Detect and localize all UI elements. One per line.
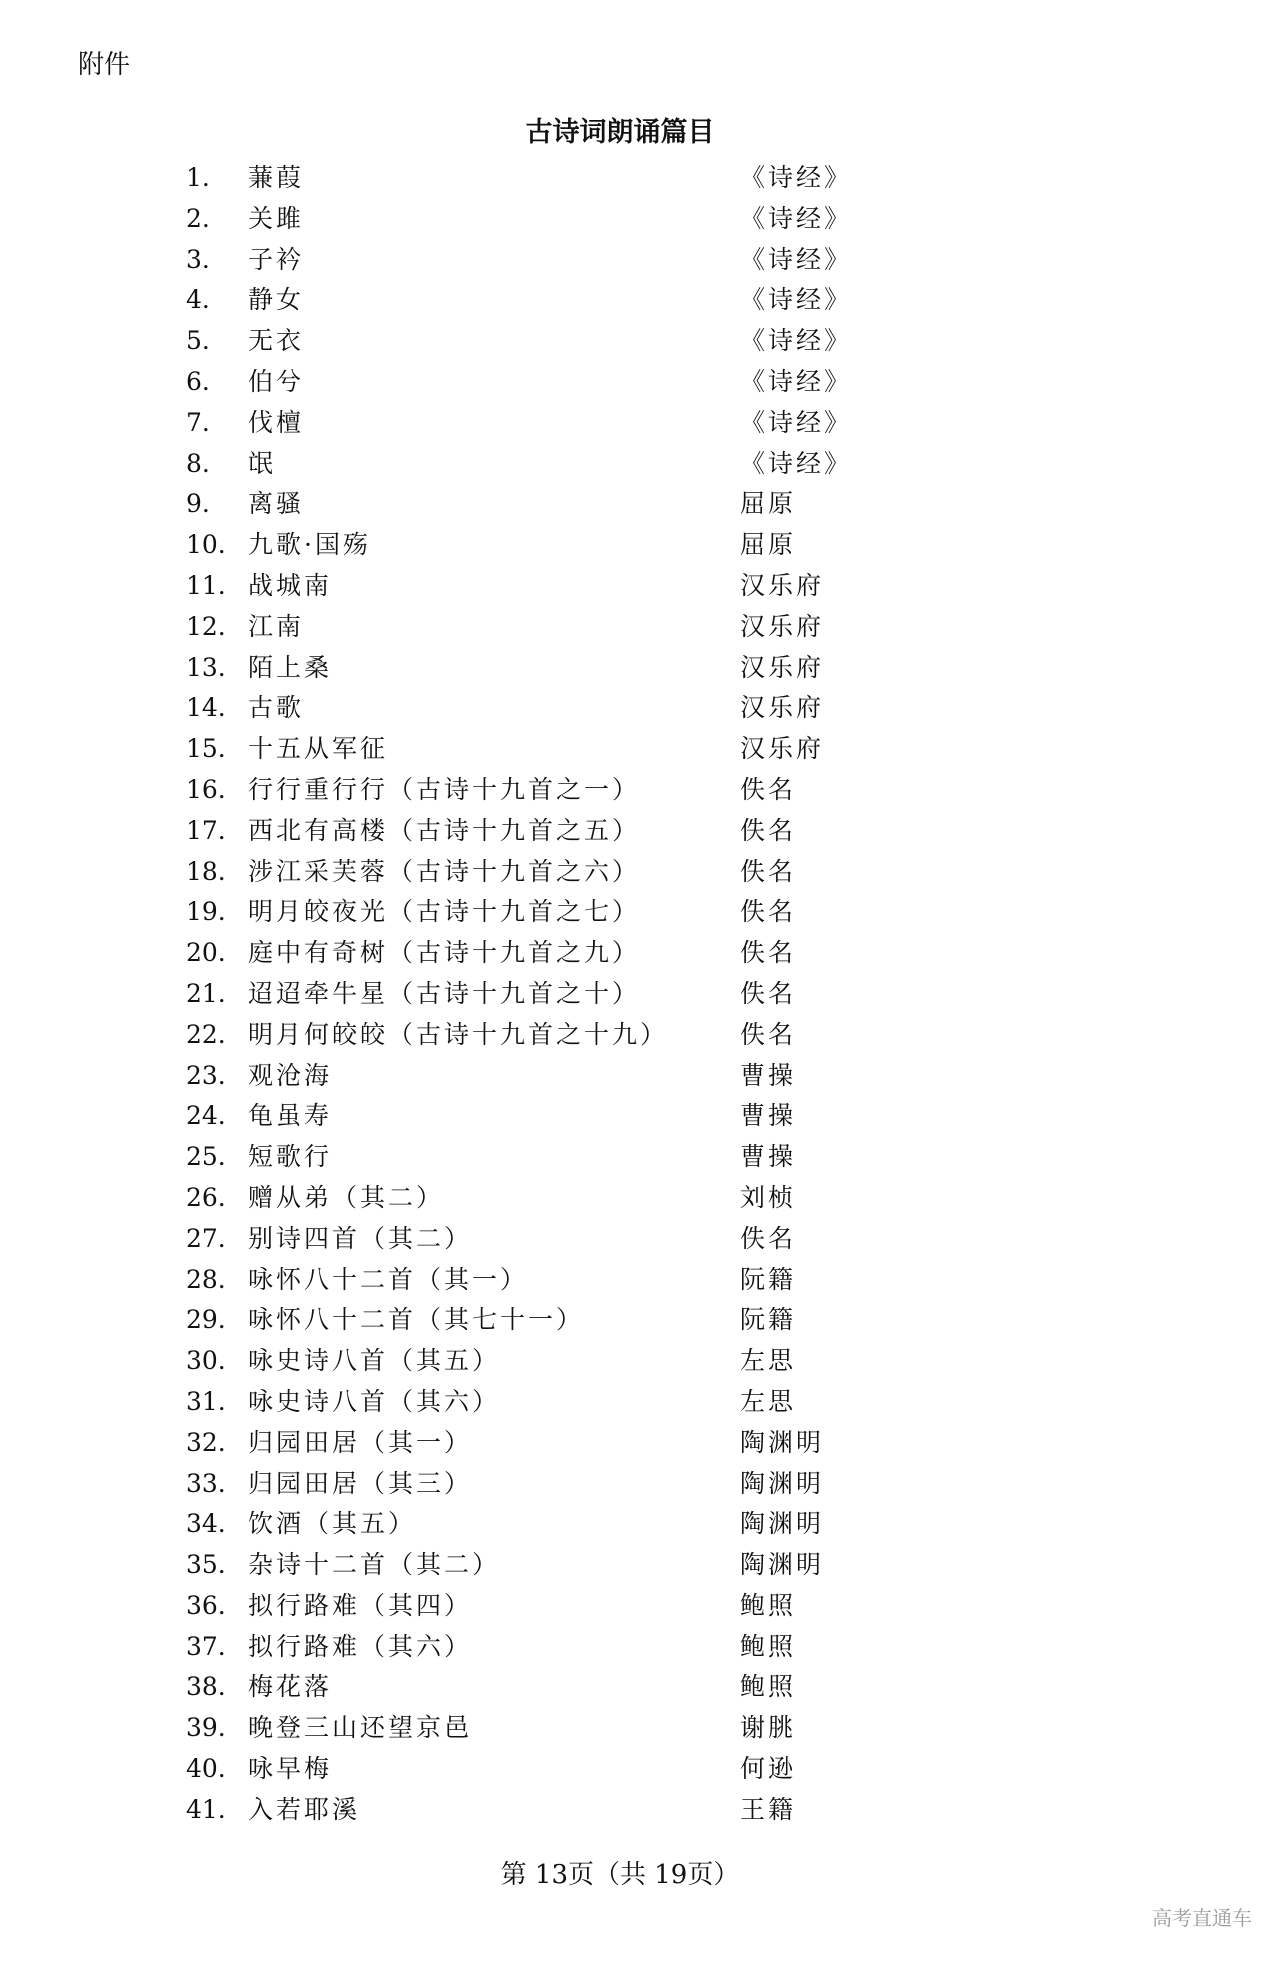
poem-author: 佚名 bbox=[740, 897, 797, 927]
poem-title: 赠从弟（其二） bbox=[248, 1182, 445, 1212]
poem-author: 屈原 bbox=[740, 530, 797, 560]
poem-author: 左思 bbox=[740, 1346, 797, 1376]
poem-title: 古歌 bbox=[248, 693, 305, 723]
poem-title: 咏怀八十二首（其一） bbox=[248, 1264, 529, 1294]
poem-title: 伯兮 bbox=[248, 366, 305, 396]
poem-title: 静女 bbox=[248, 285, 305, 315]
list-item bbox=[186, 1096, 966, 1137]
poem-title: 入若耶溪 bbox=[248, 1794, 361, 1824]
list-item bbox=[186, 1790, 966, 1831]
poem-author: 《诗经》 bbox=[740, 285, 853, 315]
watermark-text: 高考直通车 bbox=[1152, 1906, 1252, 1930]
poem-title: 陌上桑 bbox=[248, 652, 333, 682]
list-item bbox=[186, 444, 966, 485]
poem-title: 梅花落 bbox=[248, 1672, 333, 1702]
poem-title: 战城南 bbox=[248, 570, 333, 600]
list-item bbox=[186, 1178, 966, 1219]
poem-author: 鲍照 bbox=[740, 1631, 797, 1661]
poem-author: 《诗经》 bbox=[740, 366, 853, 396]
poem-author: 陶渊明 bbox=[740, 1550, 825, 1580]
poem-author: 《诗经》 bbox=[740, 448, 853, 478]
list-item bbox=[186, 321, 966, 362]
poem-title: 明月何皎皎（古诗十九首之十九） bbox=[248, 1019, 669, 1049]
poem-title: 咏史诗八首（其六） bbox=[248, 1386, 501, 1416]
list-item bbox=[186, 1504, 966, 1545]
poem-author: 屈原 bbox=[740, 489, 797, 519]
poem-author: 何逊 bbox=[740, 1754, 797, 1784]
item-number: 22. bbox=[186, 1019, 226, 1049]
poem-title: 无衣 bbox=[248, 326, 305, 356]
poem-author: 汉乐府 bbox=[740, 652, 825, 682]
poem-author: 《诗经》 bbox=[740, 203, 853, 233]
list-item bbox=[186, 1300, 966, 1341]
poem-author: 王籍 bbox=[740, 1794, 797, 1824]
poem-author: 佚名 bbox=[740, 774, 797, 804]
list-item bbox=[186, 974, 966, 1015]
poem-title: 归园田居（其一） bbox=[248, 1427, 473, 1457]
poem-title: 晚登三山还望京邑 bbox=[248, 1713, 473, 1743]
item-number: 21. bbox=[186, 978, 226, 1008]
list-item bbox=[186, 199, 966, 240]
poem-title: 咏怀八十二首（其七十一） bbox=[248, 1305, 585, 1335]
item-number: 16. bbox=[186, 774, 226, 804]
list-item bbox=[186, 770, 966, 811]
list-item bbox=[186, 403, 966, 444]
poem-author: 佚名 bbox=[740, 1019, 797, 1049]
poem-author: 阮籍 bbox=[740, 1305, 797, 1335]
poem-title: 杂诗十二首（其二） bbox=[248, 1550, 501, 1580]
poem-author: 《诗经》 bbox=[740, 326, 853, 356]
poem-author: 汉乐府 bbox=[740, 734, 825, 764]
list-item bbox=[186, 1382, 966, 1423]
poem-author: 佚名 bbox=[740, 978, 797, 1008]
poem-title: 子衿 bbox=[248, 244, 305, 274]
item-number: 25. bbox=[186, 1142, 226, 1172]
list-item bbox=[186, 240, 966, 281]
poem-title: 蒹葭 bbox=[248, 163, 305, 192]
item-number: 37. bbox=[186, 1631, 226, 1661]
poem-title: 九歌·国殇 bbox=[248, 530, 371, 560]
item-number: 26. bbox=[186, 1182, 226, 1212]
poem-author: 《诗经》 bbox=[740, 163, 853, 192]
list-item bbox=[186, 1137, 966, 1178]
poem-title: 氓 bbox=[248, 448, 277, 478]
poem-author: 汉乐府 bbox=[740, 611, 825, 641]
list-item bbox=[186, 688, 966, 729]
poem-title: 关雎 bbox=[248, 203, 305, 233]
poem-author: 汉乐府 bbox=[740, 570, 825, 600]
poem-author: 刘桢 bbox=[740, 1182, 797, 1212]
list-item bbox=[186, 729, 966, 770]
list-item bbox=[186, 1586, 966, 1627]
poem-title: 行行重行行（古诗十九首之一） bbox=[248, 774, 641, 804]
attachment-label: 附件 bbox=[78, 50, 131, 80]
list-item bbox=[186, 1341, 966, 1382]
poem-title: 龟虽寿 bbox=[248, 1101, 333, 1131]
list-item bbox=[186, 1627, 966, 1668]
item-number: 1. bbox=[186, 163, 210, 192]
list-item bbox=[186, 892, 966, 933]
item-number: 33. bbox=[186, 1468, 226, 1498]
item-number: 38. bbox=[186, 1672, 226, 1702]
list-item bbox=[186, 158, 966, 199]
poem-author: 谢朓 bbox=[740, 1713, 797, 1743]
poem-title: 西北有高楼（古诗十九首之五） bbox=[248, 815, 641, 845]
list-item bbox=[186, 1219, 966, 1260]
list-item bbox=[186, 1464, 966, 1505]
list-item bbox=[186, 811, 966, 852]
item-number: 7. bbox=[186, 407, 210, 437]
list-item bbox=[186, 484, 966, 525]
list-item bbox=[186, 1015, 966, 1056]
poem-list bbox=[186, 158, 966, 1831]
list-item bbox=[186, 1545, 966, 1586]
item-number: 17. bbox=[186, 815, 226, 845]
item-number: 5. bbox=[186, 326, 210, 356]
poem-title: 短歌行 bbox=[248, 1142, 333, 1172]
poem-author: 阮籍 bbox=[740, 1264, 797, 1294]
poem-author: 《诗经》 bbox=[740, 407, 853, 437]
item-number: 29. bbox=[186, 1305, 226, 1335]
item-number: 2. bbox=[186, 203, 210, 233]
item-number: 12. bbox=[186, 611, 226, 641]
item-number: 10. bbox=[186, 530, 226, 560]
item-number: 14. bbox=[186, 693, 226, 723]
poem-title: 江南 bbox=[248, 611, 305, 641]
document-title: 古诗词朗诵篇目 bbox=[525, 117, 715, 148]
poem-author: 佚名 bbox=[740, 938, 797, 968]
poem-title: 饮酒（其五） bbox=[248, 1509, 417, 1539]
poem-title: 伐檀 bbox=[248, 407, 305, 437]
poem-title: 十五从军征 bbox=[248, 734, 389, 764]
list-item bbox=[186, 607, 966, 648]
item-number: 18. bbox=[186, 856, 226, 886]
item-number: 36. bbox=[186, 1590, 226, 1620]
list-item bbox=[186, 362, 966, 403]
list-item bbox=[186, 1056, 966, 1097]
item-number: 32. bbox=[186, 1427, 226, 1457]
item-number: 8. bbox=[186, 448, 210, 478]
item-number: 13. bbox=[186, 652, 226, 682]
item-number: 11. bbox=[186, 570, 226, 600]
poem-author: 陶渊明 bbox=[740, 1468, 825, 1498]
poem-title: 明月皎夜光（古诗十九首之七） bbox=[248, 897, 641, 927]
poem-title: 咏早梅 bbox=[248, 1754, 333, 1784]
item-number: 20. bbox=[186, 938, 226, 968]
item-number: 40. bbox=[186, 1754, 226, 1784]
list-item bbox=[186, 933, 966, 974]
list-item bbox=[186, 1260, 966, 1301]
poem-author: 《诗经》 bbox=[740, 244, 853, 274]
poem-title: 别诗四首（其二） bbox=[248, 1223, 473, 1253]
page-number: 第 13页（共 19页） bbox=[500, 1860, 740, 1890]
poem-author: 佚名 bbox=[740, 856, 797, 886]
list-item bbox=[186, 648, 966, 689]
poem-title: 离骚 bbox=[248, 489, 305, 519]
poem-author: 曹操 bbox=[740, 1060, 797, 1090]
item-number: 19. bbox=[186, 897, 226, 927]
item-number: 3. bbox=[186, 244, 210, 274]
list-item bbox=[186, 525, 966, 566]
poem-title: 咏史诗八首（其五） bbox=[248, 1346, 501, 1376]
item-number: 30. bbox=[186, 1346, 226, 1376]
poem-author: 佚名 bbox=[740, 815, 797, 845]
list-item bbox=[186, 566, 966, 607]
item-number: 31. bbox=[186, 1386, 226, 1416]
item-number: 24. bbox=[186, 1101, 226, 1131]
list-item bbox=[186, 1423, 966, 1464]
poem-title: 迢迢牵牛星（古诗十九首之十） bbox=[248, 978, 641, 1008]
list-item bbox=[186, 1708, 966, 1749]
poem-author: 陶渊明 bbox=[740, 1427, 825, 1457]
item-number: 28. bbox=[186, 1264, 226, 1294]
list-item bbox=[186, 1749, 966, 1790]
item-number: 34. bbox=[186, 1509, 226, 1539]
poem-title: 涉江采芙蓉（古诗十九首之六） bbox=[248, 856, 641, 886]
poem-title: 归园田居（其三） bbox=[248, 1468, 473, 1498]
poem-author: 曹操 bbox=[740, 1142, 797, 1172]
item-number: 23. bbox=[186, 1060, 226, 1090]
poem-author: 鲍照 bbox=[740, 1672, 797, 1702]
poem-author: 陶渊明 bbox=[740, 1509, 825, 1539]
item-number: 6. bbox=[186, 366, 210, 396]
list-item bbox=[186, 852, 966, 893]
poem-title: 观沧海 bbox=[248, 1060, 333, 1090]
list-item bbox=[186, 280, 966, 321]
poem-title: 拟行路难（其六） bbox=[248, 1631, 473, 1661]
poem-author: 曹操 bbox=[740, 1101, 797, 1131]
item-number: 41. bbox=[186, 1794, 226, 1824]
item-number: 15. bbox=[186, 734, 226, 764]
poem-title: 拟行路难（其四） bbox=[248, 1590, 473, 1620]
poem-author: 鲍照 bbox=[740, 1590, 797, 1620]
item-number: 4. bbox=[186, 285, 210, 315]
item-number: 9. bbox=[186, 489, 210, 519]
poem-author: 左思 bbox=[740, 1386, 797, 1416]
poem-title: 庭中有奇树（古诗十九首之九） bbox=[248, 938, 641, 968]
item-number: 39. bbox=[186, 1713, 226, 1743]
list-item bbox=[186, 1667, 966, 1708]
item-number: 27. bbox=[186, 1223, 226, 1253]
item-number: 35. bbox=[186, 1550, 226, 1580]
poem-author: 佚名 bbox=[740, 1223, 797, 1253]
poem-author: 汉乐府 bbox=[740, 693, 825, 723]
